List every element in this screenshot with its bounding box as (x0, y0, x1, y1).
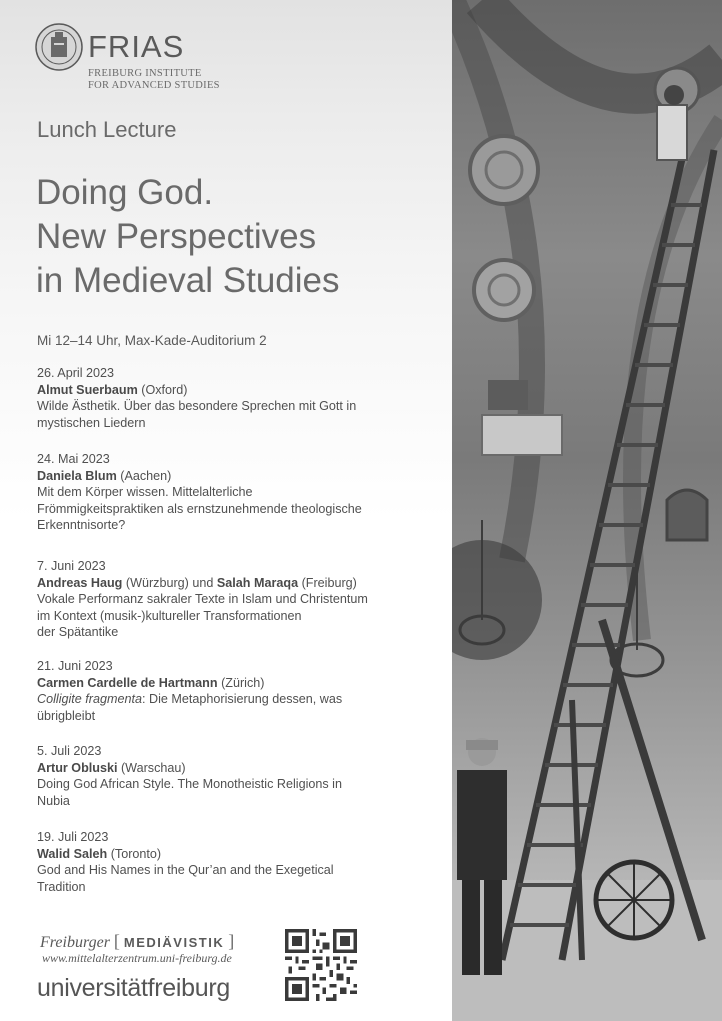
event-talk-title (37, 591, 417, 641)
mediaevistik-logo-part1: Freiburger (40, 934, 110, 951)
event-item (37, 451, 417, 534)
talk-line: mystischen Liedern (37, 415, 146, 430)
event-item (37, 365, 417, 431)
schedule-info: Mi 12–14 Uhr, Max-Kade-Auditorium 2 (37, 333, 267, 348)
speaker-affiliation: (Toronto) (107, 846, 162, 861)
event-speakers (37, 846, 417, 863)
bracket-close: ] (228, 931, 235, 951)
talk-line: Nubia (37, 793, 70, 808)
series-label: Lunch Lecture (37, 117, 177, 142)
talk-line: Tradition (37, 879, 86, 894)
talk-line: Mit dem Körper wissen. Mittelalterliche (37, 485, 253, 499)
event-date: 24. Mai 2023 (37, 452, 110, 466)
event-speakers (37, 468, 417, 485)
talk-line: Erkenntnisorte? (37, 518, 126, 532)
event-speakers (37, 382, 417, 399)
speaker-name: Walid Saleh (37, 846, 108, 861)
talk-rest: : Die Metaphorisierung dessen, was (142, 692, 343, 706)
speaker-affiliation: (Würzburg) und (122, 575, 217, 590)
frias-subtitle-line1: FREIBURG INSTITUTE (88, 68, 202, 79)
event-item (37, 658, 417, 724)
bracket-open: [ (113, 931, 120, 951)
mediaevistik-logo (40, 931, 234, 952)
event-speakers (37, 575, 417, 592)
ladder-photo-illustration (452, 0, 722, 1021)
event-item (37, 829, 417, 895)
speaker-name: Almut Suerbaum (37, 382, 138, 397)
title-line: in Medieval Studies (36, 261, 340, 300)
speaker-name: Carmen Cardelle de Hartmann (37, 675, 218, 690)
talk-italic-part: Colligite fragmenta (37, 692, 142, 706)
talk-line: Doing God African Style. The Monotheistic Religions in (37, 777, 342, 791)
event-date: 21. Juni 2023 (37, 659, 113, 673)
event-talk-title (37, 398, 417, 431)
frias-subtitle-line2: FOR ADVANCED STUDIES (88, 80, 220, 91)
event-talk-title (37, 484, 417, 534)
event-talk-title (37, 862, 417, 895)
speaker-name: Salah Maraqa (216, 575, 299, 590)
speaker-affiliation: (Aachen) (116, 468, 172, 483)
speaker-name: Artur Obluski (37, 760, 118, 775)
talk-line: Wilde Ästhetik. Über das besondere Sprechen mit Gott in (37, 399, 357, 413)
event-speakers (37, 760, 417, 777)
speaker-name: Daniela Blum (37, 468, 117, 483)
speaker-affiliation: (Warschau) (117, 760, 186, 775)
title-line: Doing God. (36, 173, 214, 212)
event-item (37, 743, 417, 809)
talk-line (37, 691, 417, 708)
frias-wordmark: FRIAS (88, 29, 185, 64)
event-date: 19. Juli 2023 (37, 830, 109, 844)
speaker-affiliation: (Zürich) (217, 675, 265, 690)
frias-seal-icon (35, 23, 83, 71)
speaker-name: Andreas Haug (37, 575, 123, 590)
university-logo: universitätfreiburg (37, 974, 231, 1002)
event-date: 5. Juli 2023 (37, 744, 102, 758)
lecture-title (36, 171, 436, 303)
qr-code-icon[interactable] (285, 929, 357, 1001)
talk-line: Vokale Performanz sakraler Texte in Islam und Christentum (37, 592, 368, 606)
mediaevistik-logo-part2: MEDIÄVISTIK (123, 935, 225, 950)
speaker-affiliation: (Oxford) (137, 382, 188, 397)
event-item (37, 558, 417, 641)
talk-line: übrigbleibt (37, 708, 96, 723)
talk-line: Frömmigkeitspraktiken als ernstzunehmende theologische (37, 501, 362, 516)
cathedral-photo (452, 0, 722, 1021)
event-talk-title (37, 691, 417, 724)
event-talk-title (37, 776, 417, 809)
title-line: New Perspectives (36, 217, 317, 256)
talk-line: der Spätantike (37, 625, 119, 639)
speaker-affiliation: (Freiburg) (298, 575, 357, 590)
event-speakers (37, 675, 417, 692)
talk-line: im Kontext (musik-)kultureller Transformationen (37, 608, 302, 623)
event-date: 7. Juni 2023 (37, 559, 106, 573)
website-link[interactable]: www.mittelalterzentrum.uni-freiburg.de (42, 951, 232, 965)
event-date: 26. April 2023 (37, 366, 115, 380)
talk-line: God and His Names in the Qur’an and the Exegetical (37, 863, 334, 877)
